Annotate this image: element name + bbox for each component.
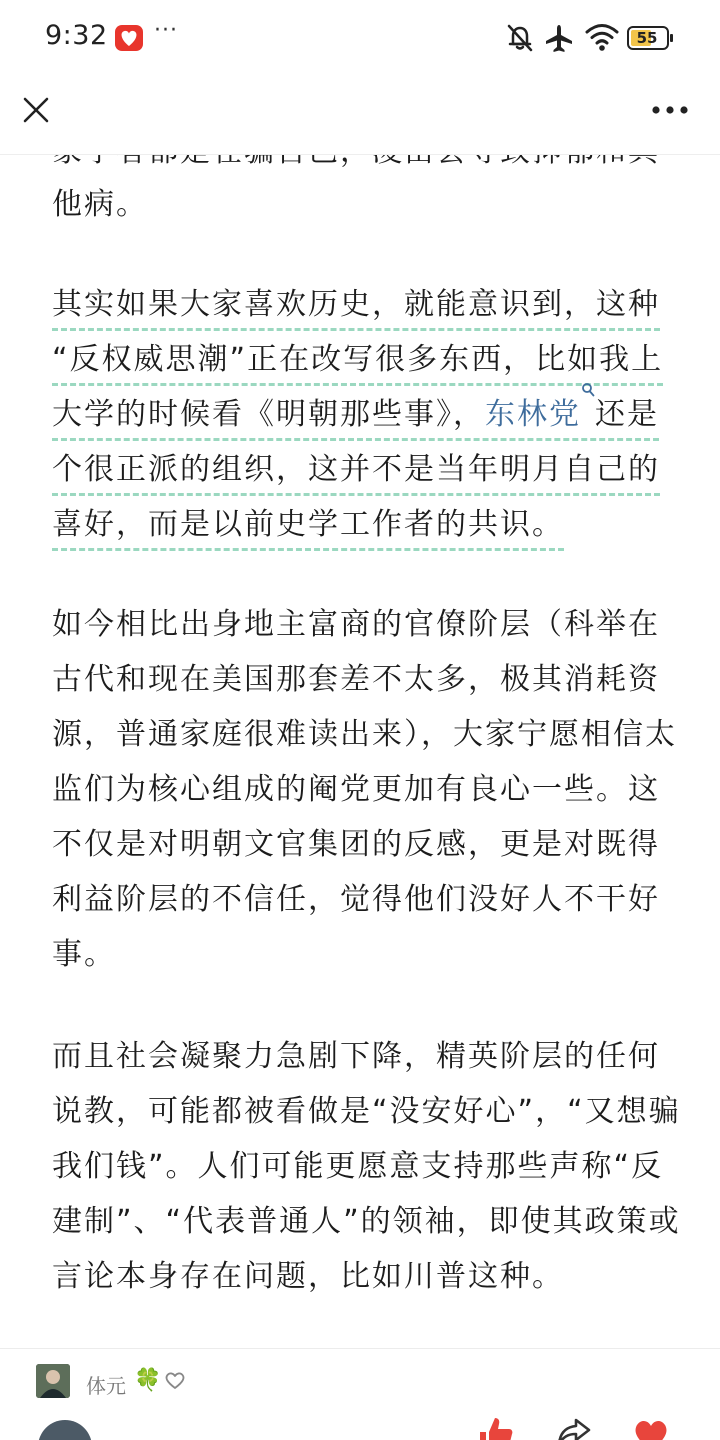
text-line: 如今相比出身地主富商的官僚阶层（科举在 xyxy=(52,607,660,642)
author-row[interactable] xyxy=(0,1360,720,1410)
heart-icon[interactable] xyxy=(632,1416,670,1440)
text-line: 个很正派的组织，这并不是当年明月自己的 xyxy=(52,443,660,496)
battery-icon xyxy=(627,26,671,50)
action-bar xyxy=(0,1410,720,1440)
text-line: 监们为核心组成的阉党更加有良心一些。这 xyxy=(52,772,660,807)
text-line: 言论本身存在问题，比如川普这种。 xyxy=(52,1259,564,1294)
status-time: 9:32 xyxy=(45,20,108,51)
divider xyxy=(0,1348,720,1349)
text-line: 而且社会凝聚力急剧下降，精英阶层的任何 xyxy=(52,1039,660,1074)
clover-badge-icon: 🍀 xyxy=(134,1368,162,1393)
text-line: 事。 xyxy=(52,937,116,972)
app-badge-icon xyxy=(114,24,144,52)
mute-bell-icon xyxy=(505,22,535,54)
text-line: “反权威思潮”正在改写很多东西，比如我上 xyxy=(52,333,663,386)
like-icon[interactable] xyxy=(476,1414,516,1440)
user-avatar[interactable] xyxy=(38,1420,92,1440)
text-line: 喜好，而是以前史学工作者的共识。 xyxy=(52,498,564,551)
link-donglindang[interactable]: 东林党 xyxy=(485,397,581,432)
text-line: 其实如果大家喜欢历史，就能意识到，这种 xyxy=(52,278,660,331)
text-line: 利益阶层的不信任，觉得他们没好人不干好 xyxy=(52,882,660,917)
text-segment: 大学的时候看《明朝那些事》， xyxy=(52,397,485,432)
text-line: 不仅是对明朝文官集团的反感，更是对既得 xyxy=(52,827,660,862)
text-line: 建制”、“代表普通人”的领袖，即使其政策或 xyxy=(52,1204,681,1239)
text-line xyxy=(52,388,659,441)
wifi-icon xyxy=(585,22,619,52)
author-name[interactable]: 体元 xyxy=(86,1374,126,1398)
close-icon[interactable] xyxy=(20,94,52,126)
share-icon[interactable] xyxy=(556,1416,592,1440)
more-icon[interactable] xyxy=(650,104,690,116)
text-segment: 还是 xyxy=(595,397,659,432)
text-line: 他病。 xyxy=(52,187,148,222)
top-bar xyxy=(0,76,720,155)
status-more-indicator: ··· xyxy=(154,18,178,43)
follow-heart-icon[interactable] xyxy=(164,1370,186,1390)
text-line: 古代和现在美国那套差不太多，极其消耗资 xyxy=(52,662,660,697)
airplane-icon xyxy=(543,22,575,54)
text-line: 说教，可能都被看做是“没安好心”，“又想骗 xyxy=(52,1094,681,1129)
article-body xyxy=(0,130,720,1346)
text-line: 源，普通家庭很难读出来），大家宁愿相信太 xyxy=(52,717,677,752)
search-icon[interactable] xyxy=(581,382,595,398)
text-line: 我们钱”。人们可能更愿意支持那些声称“反 xyxy=(52,1149,664,1184)
status-bar xyxy=(0,0,720,76)
author-avatar[interactable] xyxy=(36,1364,70,1398)
battery-level: 55 xyxy=(636,29,658,47)
